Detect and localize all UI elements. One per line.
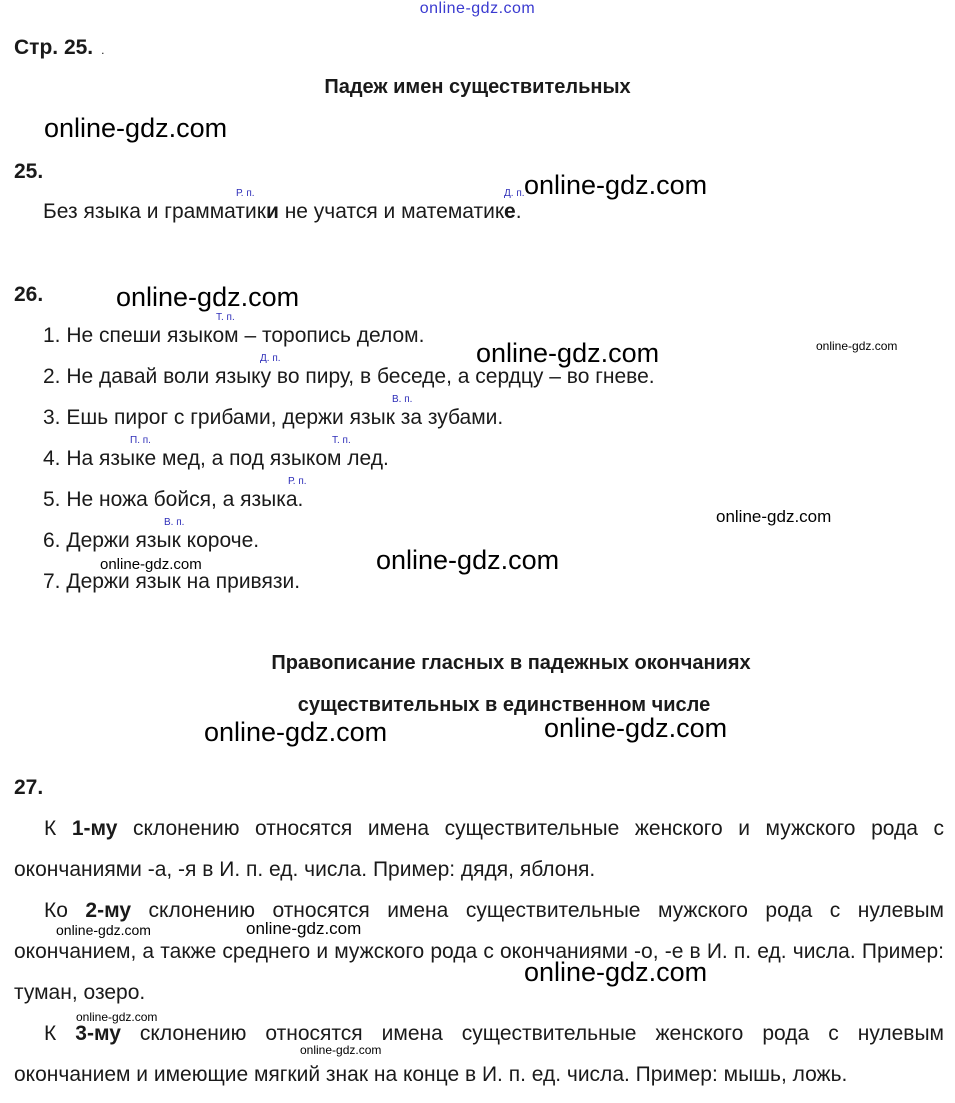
watermark: online-gdz.com xyxy=(524,957,708,987)
section-title-line2: существительных в единственном числе xyxy=(297,694,711,716)
task-number-25: 25. xyxy=(14,160,44,183)
proverb-item: 4. На языке мед, а под языком лед. xyxy=(43,447,389,470)
proverb-item: 6. Держи язык короче. xyxy=(43,529,260,552)
case-label: В. п. xyxy=(392,394,413,405)
watermark: online-gdz.com xyxy=(116,282,300,312)
page-label: Стр. 25. . xyxy=(14,36,105,59)
watermark: online-gdz.com xyxy=(44,113,228,143)
watermark: online-gdz.com xyxy=(716,507,832,526)
watermark: online-gdz.com xyxy=(76,1010,158,1024)
proverb-item: 3. Ешь пирог с грибами, держи язык за зубами. xyxy=(43,406,504,429)
watermark: online-gdz.com xyxy=(204,717,388,747)
section-title-line1: Правописание гласных в падежных окончаниях xyxy=(271,652,751,674)
watermark: online-gdz.com xyxy=(100,556,202,573)
paragraph-declension-1: К 1-му склонению относятся имена существительные женского и мужского рода с окончаниями -а, -я в И. п. ед. числа. Пример: дядя, яблоня. xyxy=(14,817,944,881)
watermark: online-gdz.com xyxy=(544,713,728,743)
watermark: online-gdz.com xyxy=(56,922,151,938)
case-label: Д. п. xyxy=(260,353,281,364)
site-header-link[interactable]: online-gdz.com xyxy=(419,0,536,17)
watermark: online-gdz.com xyxy=(816,339,898,353)
case-label: В. п. xyxy=(164,517,185,528)
watermark: online-gdz.com xyxy=(246,919,362,938)
watermark: online-gdz.com xyxy=(376,545,560,575)
watermark: online-gdz.com xyxy=(476,338,660,368)
task25-sentence: Без языка и грамматики не учатся и математике. xyxy=(43,200,522,223)
case-label: Т. п. xyxy=(216,312,235,323)
proverb-item: 7. Держи язык на привязи. xyxy=(43,570,301,593)
case-label: Т. п. xyxy=(332,435,351,446)
watermark: online-gdz.com xyxy=(524,170,708,200)
case-label: Д. п. xyxy=(504,188,525,199)
case-label: Р. п. xyxy=(288,476,307,487)
proverb-item: 5. Не ножа бойся, а языка. xyxy=(43,488,304,511)
case-label: Р. п. xyxy=(236,188,255,199)
paragraph-declension-2: Ко 2-му склонению относятся имена существительные мужского рода с нулевым окончанием, а также среднего и мужского рода с окончаниями -о, -е в И. п. ед. числа. Пример: туман, озеро. xyxy=(14,899,944,1004)
proverb-item: 1. Не спеши языком – торопись делом. xyxy=(43,324,425,347)
task-number-27: 27. xyxy=(14,776,44,799)
watermark: online-gdz.com xyxy=(300,1043,382,1057)
section-title-case: Падеж имен существительных xyxy=(324,76,631,98)
case-label: П. п. xyxy=(130,435,151,446)
task-number-26: 26. xyxy=(14,283,44,306)
proverb-item: 2. Не давай воли языку во пиру, в беседе, а сердцу – во гневе. xyxy=(43,365,655,388)
paragraph-declension-3: К 3-му склонению относятся имена существительные женского рода с нулевым окончанием и имеющие мягкий знак на конце в И. п. ед. числа. Пример: мышь, ложь. xyxy=(14,1022,944,1086)
